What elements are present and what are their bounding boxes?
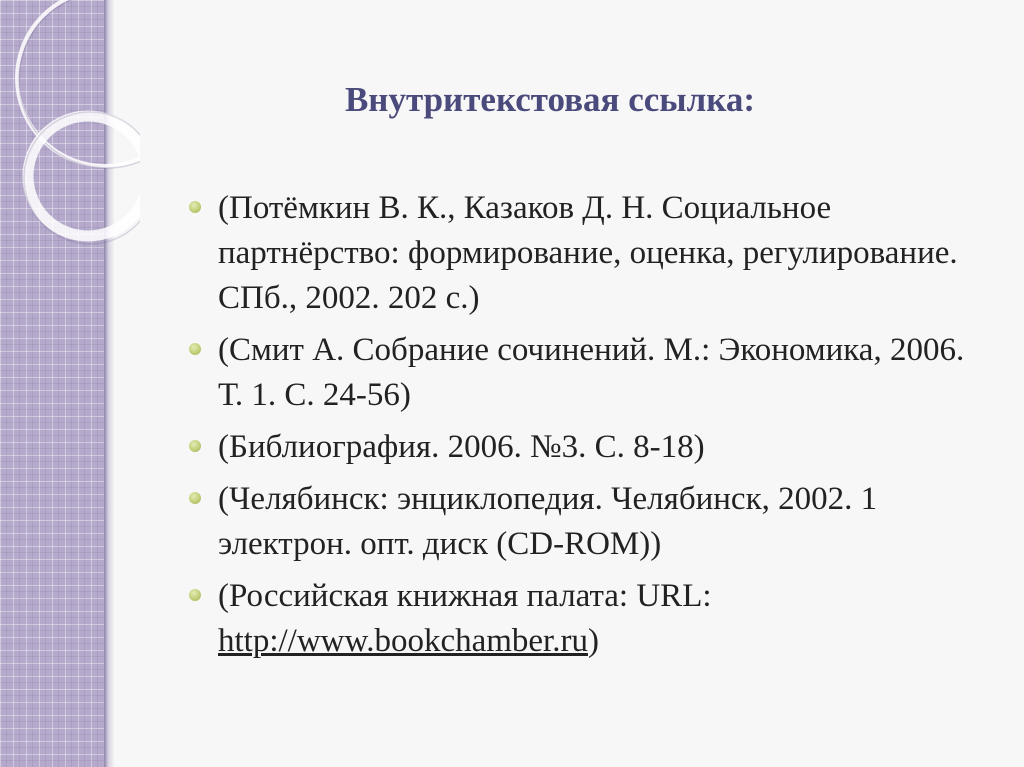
decorative-ring-small	[28, 116, 140, 236]
citation-list	[186, 186, 986, 671]
citation-text: (Челябинск: энциклопедия. Челябинск, 2002. 1 электрон. опт. диск (CD-ROM))	[218, 481, 878, 562]
bullet-dot-icon	[189, 440, 201, 452]
bullet-dot-icon	[189, 589, 201, 601]
decorative-rings	[0, 0, 140, 300]
list-item	[186, 425, 986, 470]
citation-text: (Библиография. 2006. №3. С. 8-18)	[218, 429, 705, 465]
list-item	[186, 186, 986, 321]
slide-title: Внутритекстовая ссылка:	[344, 80, 756, 119]
bullet-dot-icon	[189, 201, 201, 213]
citation-text: (Российская книжная палата: URL:	[218, 578, 712, 614]
list-item	[186, 477, 986, 567]
citation-text: (Смит А. Собрание сочинений. М.: Экономика, 2006. Т. 1. С. 24-56)	[218, 332, 965, 413]
list-item	[186, 328, 986, 418]
citation-text-end: )	[587, 623, 599, 659]
citation-text: (Потёмкин В. К., Казаков Д. Н. Социальное партнёрство: формирование, оценка, регулирование. СПб., 2002. 202 с.)	[218, 190, 958, 316]
bookchamber-link[interactable]: http://www.bookchamber.ru	[218, 623, 588, 659]
bullet-dot-icon	[189, 492, 201, 504]
list-item	[186, 574, 986, 664]
bullet-dot-icon	[189, 343, 201, 355]
